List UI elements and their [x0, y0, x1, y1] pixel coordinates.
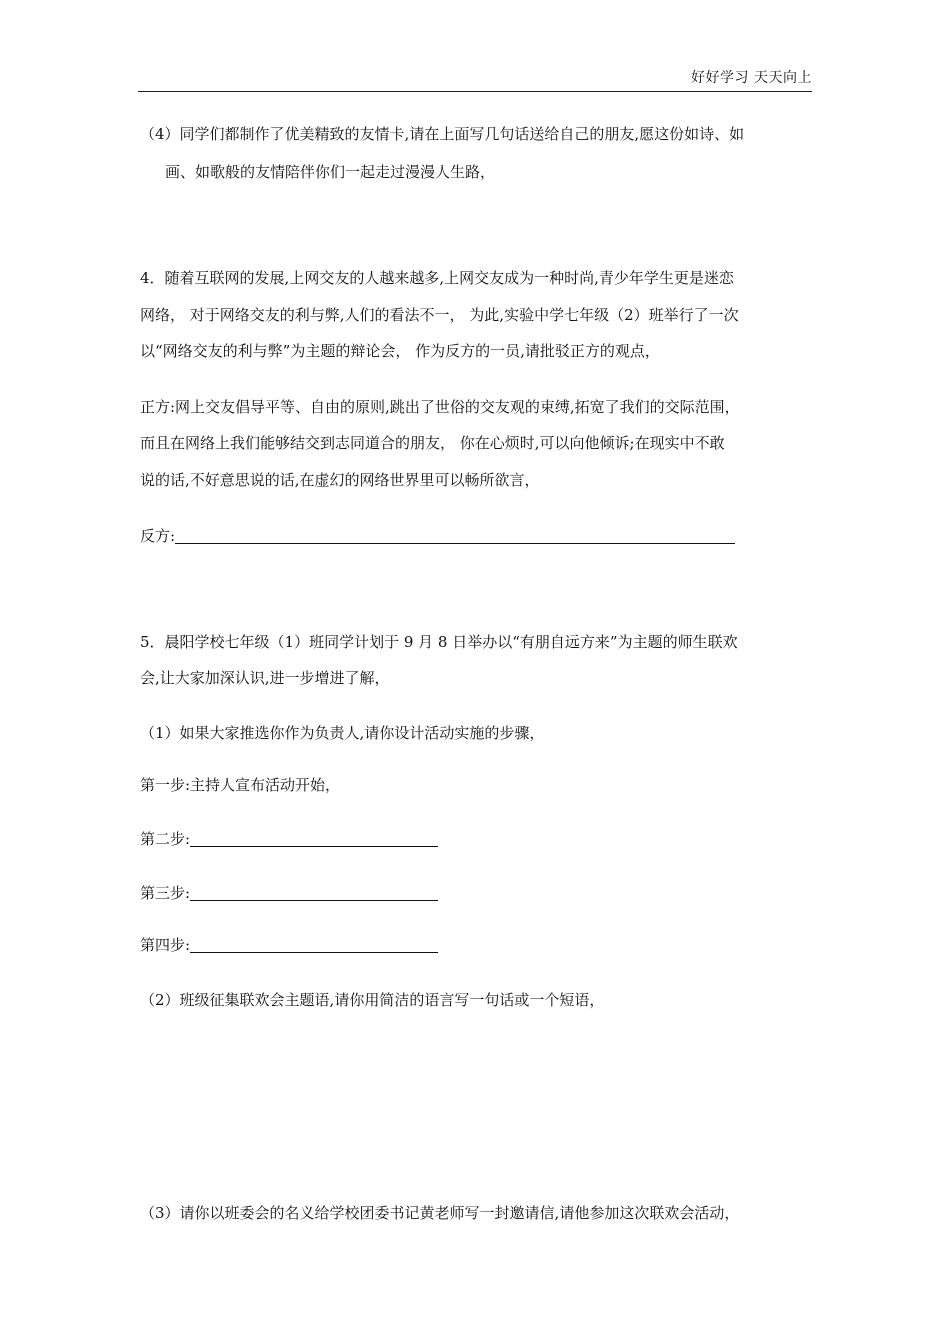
q4-con-label: 反方: [140, 527, 176, 545]
q5-step2-label: 第二步: [140, 830, 191, 848]
q5-step4-blank[interactable] [190, 936, 438, 953]
q5-part3: （3）请你以班委会的名义给学校团委书记黄老师写一封邀请信,请他参加这次联欢会活动， [140, 1204, 740, 1222]
q5-step2-row [140, 829, 438, 849]
q4-pro-line-2: 而且在网络上我们能够结交到志同道合的朋友， 你在心烦时,可以向他倾诉;在现实中不敢 [140, 434, 725, 452]
q4-con-answer-blank[interactable] [175, 527, 735, 544]
q5-intro-line-2: 会,让大家加深认识,进一步增进了解， [140, 669, 390, 687]
q5-step4-row [140, 935, 438, 955]
q5-part1: （1）如果大家推选你作为负责人,请你设计活动实施的步骤， [140, 724, 545, 742]
q5-part2: （2）班级征集联欢会主题语,请你用简洁的语言写一句话或一个短语， [140, 991, 605, 1009]
q3-4-line-2: 画、如歌般的友情陪伴你们一起走过漫漫人生路， [165, 163, 496, 181]
q5-step3-blank[interactable] [190, 884, 438, 901]
q4-intro-line-1: 4．随着互联网的发展,上网交友的人越来越多,上网交友成为一种时尚,青少年学生更是迷恋 [140, 269, 734, 287]
q5-step1: 第一步:主持人宣布活动开始， [140, 776, 341, 794]
q4-intro-line-3: 以“网络交友的利与弊”为主题的辩论会， 作为反方的一员,请批驳正方的观点， [140, 342, 660, 360]
q5-step2-blank[interactable] [190, 830, 438, 847]
q5-step3-row [140, 883, 438, 903]
page-header-text: 好好学习 天天向上 [691, 70, 812, 86]
q4-intro-line-2: 网络， 对于网络交友的利与弊,人们的看法不一， 为此,实验中学七年级（2）班举行了一次 [140, 306, 739, 324]
q3-4-line-1: （4）同学们都制作了优美精致的友情卡,请在上面写几句话送给自己的朋友,愿这份如诗、如 [140, 125, 745, 143]
q5-step4-label: 第四步: [140, 936, 191, 954]
q5-intro-line-1: 5．晨阳学校七年级（1）班同学计划于 9 月 8 日举办以“有朋自远方来”为主题的师生联欢 [140, 633, 738, 651]
q4-pro-line-1: 正方:网上交友倡导平等、自由的原则,跳出了世俗的交友观的束缚,拓宽了我们的交际范围， [140, 398, 740, 416]
q4-pro-line-3: 说的话,不好意思说的话,在虚幻的网络世界里可以畅所欲言， [140, 471, 540, 489]
header-divider [138, 91, 812, 92]
q4-con-row [140, 526, 735, 546]
q5-step3-label: 第三步: [140, 884, 191, 902]
